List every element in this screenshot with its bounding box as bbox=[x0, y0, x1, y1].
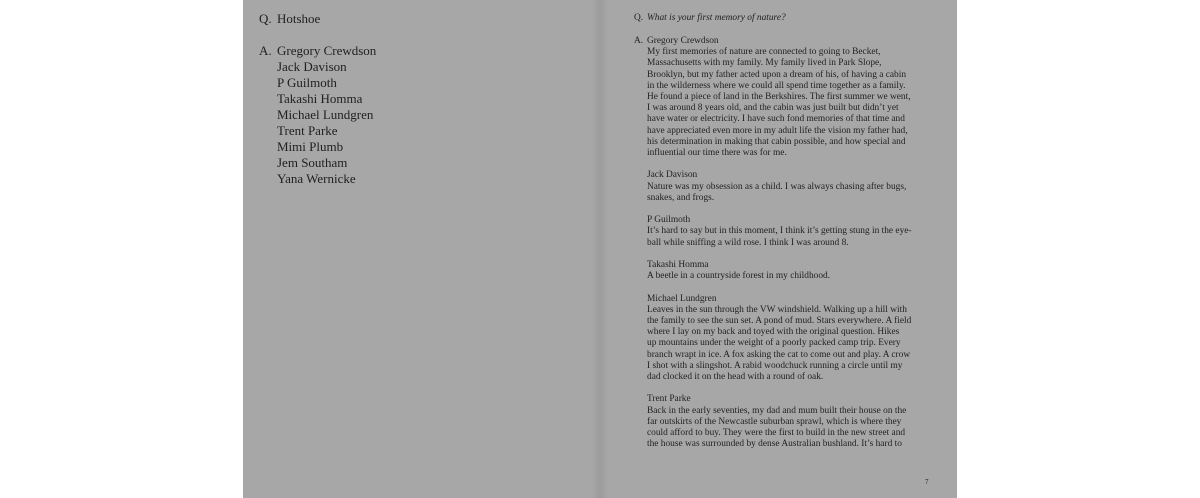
question-text: What is your first memory of nature? bbox=[647, 13, 786, 23]
answer-text: A beetle in a countryside forest in my childhood. bbox=[647, 271, 831, 282]
right-answers bbox=[634, 36, 934, 462]
answer-block bbox=[647, 36, 934, 159]
artist-name: Takashi Homma bbox=[277, 91, 363, 106]
question-mark-label: Q. bbox=[634, 13, 644, 23]
book-spread bbox=[243, 0, 957, 498]
question-mark-label: Q. bbox=[259, 11, 272, 26]
answer-block bbox=[647, 260, 934, 282]
answer-block bbox=[647, 215, 934, 249]
page-number: 7 bbox=[925, 478, 929, 486]
answer-text: Nature was my obsession as a child. I was always chasing after bugs, snakes, and frogs. bbox=[647, 181, 907, 203]
answer-list bbox=[647, 36, 934, 450]
answer-author: Gregory Crewdson bbox=[647, 36, 719, 46]
gutter-shadow bbox=[592, 0, 600, 498]
answer-author: Jack Davison bbox=[647, 170, 698, 181]
right-page bbox=[600, 0, 957, 498]
artist-name: Gregory Crewdson bbox=[277, 43, 377, 58]
artist-name-list bbox=[277, 43, 376, 187]
answer-text: Back in the early seventies, my dad and mum built their house on the far outskirts of the Newcastle suburban sprawl, which is where they could afford to buy. They were the first to build in the new street and the house was surrounded by dense Australian bushland. It’s hard to bbox=[647, 405, 907, 450]
answer-block bbox=[647, 294, 934, 384]
artist-name: Yana Wernicke bbox=[277, 171, 356, 186]
left-page bbox=[243, 0, 600, 498]
artist-name: Trent Parke bbox=[277, 123, 338, 138]
gutter-shadow bbox=[600, 0, 608, 498]
answer-mark-label: A. bbox=[634, 36, 644, 46]
answer-author: Takashi Homma bbox=[647, 260, 709, 271]
artist-name: Mimi Plumb bbox=[277, 139, 344, 154]
left-question bbox=[259, 11, 320, 27]
artist-name: Michael Lundgren bbox=[277, 107, 374, 122]
answer-text: It’s hard to say but in this moment, I think it’s getting stung in the eye- ball while sniffing a wild rose. I think I was around 8. bbox=[647, 226, 912, 248]
artist-name: Jem Southam bbox=[277, 155, 348, 170]
right-question bbox=[634, 12, 786, 24]
left-question-text: Hotshoe bbox=[277, 11, 321, 26]
answer-block bbox=[647, 170, 934, 204]
artist-name: P Guilmoth bbox=[277, 75, 337, 90]
artist-name: Jack Davison bbox=[277, 59, 347, 74]
left-answer bbox=[259, 43, 376, 187]
answer-text: My first memories of nature are connected to going to Becket, Massachusetts with my family. My family lived in Park Slope, Brooklyn, but my father acted upon a dream of his, of having a cabin in the wilderness where we could all spend time together as a family. He found a piece of land in the Berkshires. The first summer we went, I was around 8 years old, and the cabin was just built but didn’t yet have water or electricity. I have such fond memories of that time and have appreciated even more in my adult life the vision my father had, his determination in making that cabin possible, and how special and influential our time there was for me. bbox=[647, 47, 911, 159]
answer-text: Leaves in the sun through the VW windshield. Walking up a hill with the family to see the sun set. A pond of mud. Stars everywhere. A field where I lay on my back and toyed with the original question. Hikes up mountains under the weight of a poorly packed camp trip. Every branch wrapt in ice. A fox asking the cat to come out and play. A crow I shot with a slingshot. A rabid woodchuck running a circle until my dad clocked it on the head with a round of oak. bbox=[647, 304, 912, 383]
answer-author: Trent Parke bbox=[647, 394, 691, 405]
answer-author: P Guilmoth bbox=[647, 215, 691, 226]
answer-block bbox=[647, 394, 934, 450]
answer-author: Michael Lundgren bbox=[647, 293, 717, 304]
answer-mark-label: A. bbox=[259, 43, 272, 58]
